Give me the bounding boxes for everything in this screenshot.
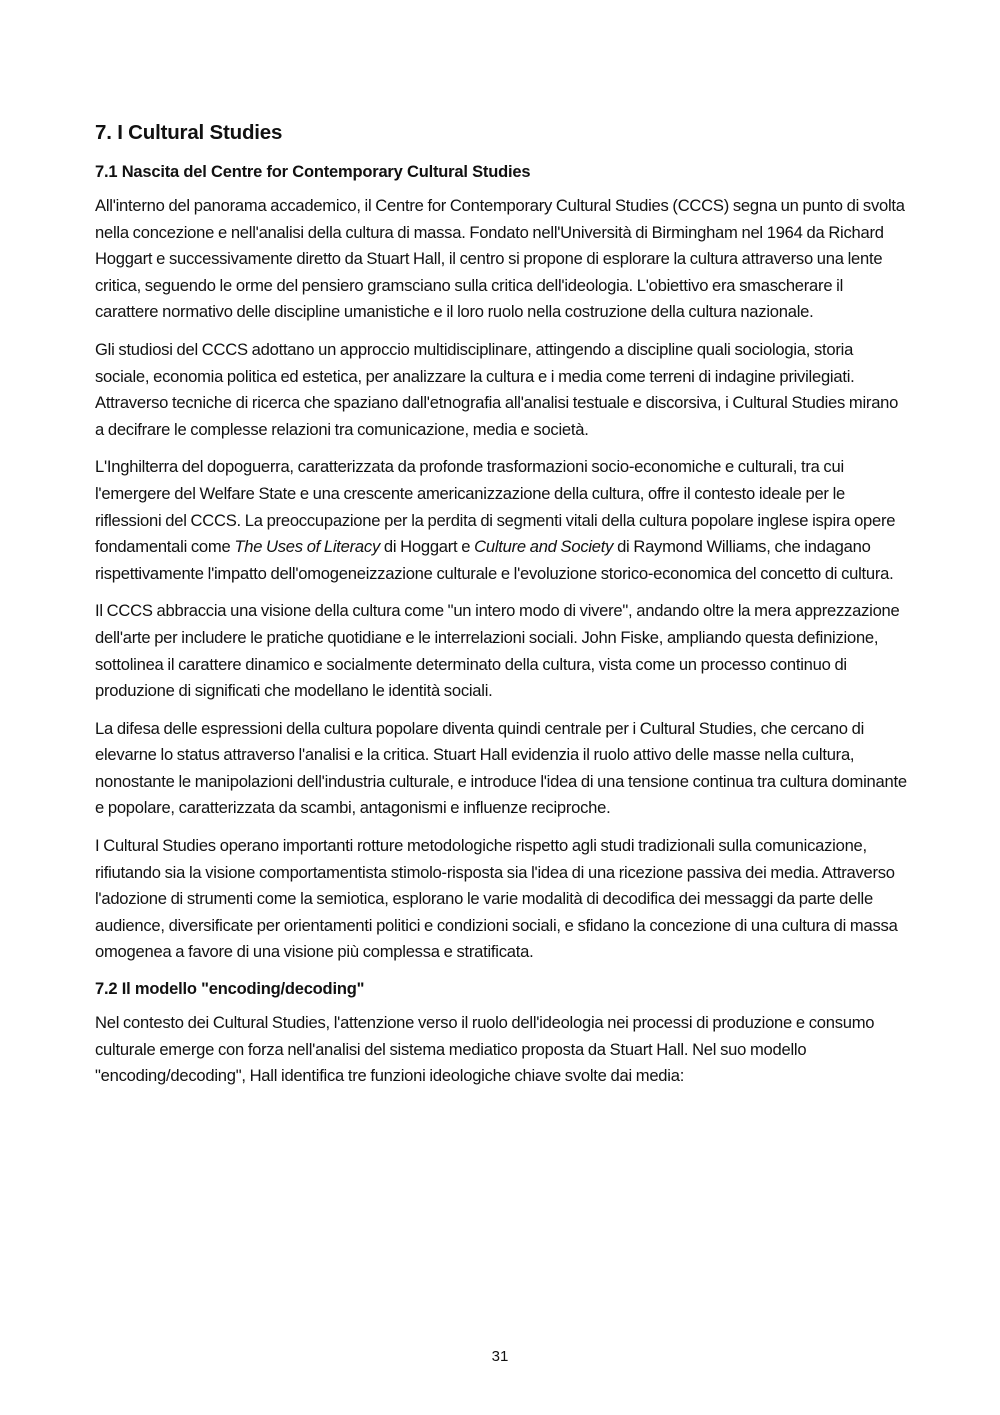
- paragraph-text: L'Inghilterra del dopoguerra, caratterizzata da profonde trasformazioni socio-economiche e culturali, tra cui l'emergere del Welfare State e una crescente americanizzazione della cultura, offre il contesto ideale per le riflessioni del CCCS. La preoccupazione per la perdita di segmenti vitali della cultura popolare inglese ispira opere fondamentali come: [95, 457, 896, 557]
- page-number: 31: [491, 1348, 509, 1365]
- paragraph: Gli studiosi del CCCS adottano un approccio multidisciplinare, attingendo a discipline quali sociologia, storia sociale, economia politica ed estetica, per analizzare la cultura e i media come terreni di indagine privilegiati. Attraverso tecniche di ricerca che spaziano dall'etnografia all'analisi testuale e discorsiva, i Cultural Studies mirano a decifrare le complesse relazioni tra comunicazione, media e società.: [95, 339, 899, 439]
- chapter-title: 7. I Cultural Studies: [95, 121, 283, 144]
- paragraph-text: di Raymond Williams, che indagano rispettivamente l'impatto dell'omogeneizzazione culturale e l'evoluzione storico-economica del concetto di cultura.: [95, 537, 894, 583]
- book-title: The Uses of Literacy: [234, 537, 380, 557]
- paragraph: I Cultural Studies operano importanti rotture metodologiche rispetto agli studi tradizionali sulla comunicazione, rifiutando sia la visione comportamentista stimolo-risposta sia l'idea di una ricezione passiva dei media. Attraverso l'adozione di strumenti come la semiotica, esplorano le varie modalità di decodifica dei messaggi da parte delle audience, diversificate per orientamenti politici e condizioni sociali, e sfidano la concezione di una cultura di massa omogenea a favore di una visione più complessa e stratificata.: [95, 836, 898, 962]
- paragraph: All'interno del panorama accademico, il Centre for Contemporary Cultural Studies (CCCS) segna un punto di svolta nella concezione e nell'analisi della cultura di massa. Fondato nell'Università di Birmingham nel 1964 da Richard Hoggart e successivamente diretto da Stuart Hall, il centro si propone di esplorare la cultura attraverso una lente critica, seguendo le orme del pensiero gramsciano sulla critica dell'ideologia. L'obiettivo era smascherare il carattere normativo delle discipline umanistiche e il loro ruolo nella costruzione della cultura nazionale.: [95, 196, 905, 322]
- paragraph-text: di Hoggart e: [380, 537, 475, 557]
- paragraph: Nel contesto dei Cultural Studies, l'attenzione verso il ruolo dell'ideologia nei processi di produzione e consumo culturale emerge con forza nell'analisi del sistema mediatico proposta da Stuart Hall. Nel suo modello "encoding/decoding", Hall identifica tre funzioni ideologiche chiave svolte dai media:: [95, 1013, 875, 1086]
- section-title-7-1: 7.1 Nascita del Centre for Contemporary Cultural Studies: [95, 163, 531, 181]
- paragraph-with-titles: [95, 454, 907, 587]
- paragraph: Il CCCS abbraccia una visione della cultura come "un intero modo di vivere", andando oltre la mera apprezzazione dell'arte per includere le pratiche quotidiane e le interrelazioni sociali. John Fiske, ampliando questa definizione, sottolinea il carattere dinamico e socialmente determinato della cultura, vista come un processo continuo di produzione di significati che modellano le identità sociali.: [95, 601, 900, 701]
- book-title: Culture and Society: [474, 537, 614, 557]
- section-title-7-2: 7.2 Il modello "encoding/decoding": [95, 980, 365, 999]
- document-page: [95, 118, 907, 1101]
- paragraph: La difesa delle espressioni della cultura popolare diventa quindi centrale per i Cultural Studies, che cercano di elevarne lo status attraverso l'analisi e la critica. Stuart Hall evidenzia il ruolo attivo delle masse nella cultura, nonostante le manipolazioni dell'industria culturale, e introduce l'idea di una tensione continua tra cultura dominante e popolare, caratterizzata da scambi, antagonismi e influenze reciproche.: [95, 718, 907, 818]
